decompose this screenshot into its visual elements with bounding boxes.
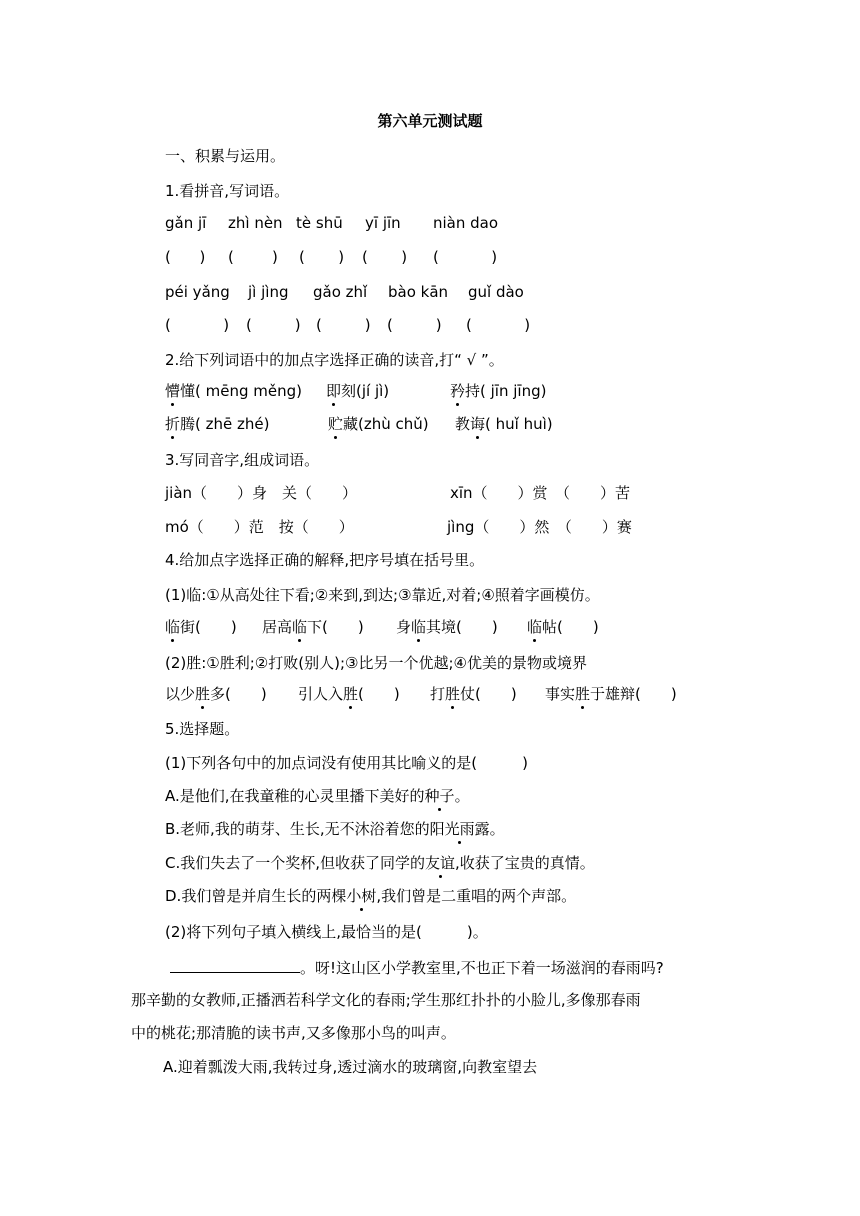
dotted-char: 临: [165, 618, 181, 636]
answer-bracket[interactable]: ( ): [466, 316, 531, 334]
pinyin-item: zhì nèn: [228, 214, 283, 232]
pinyin-item: gǎn jī: [165, 214, 207, 232]
dotted-char: 胜: [445, 685, 461, 703]
q4-part1-definitions: (1)临:①从高处往下看;②来到,到达;③靠近,对着;④照着字画模仿。: [165, 586, 600, 604]
q3-item: jìng（ ）然 （ ）赛: [447, 518, 632, 536]
option-b: B.老师,我的萌芽、生长,无不沐浴着您的阳光雨露。: [165, 820, 505, 838]
q4-item: 居高临下( ): [262, 618, 364, 636]
q3-item: mó（ ）范 按（ ）: [165, 518, 354, 536]
pinyin-item: jì jìng: [248, 283, 289, 301]
answer-bracket[interactable]: ( ): [362, 248, 408, 266]
q2-item: 贮藏(zhù chǔ): [328, 415, 429, 433]
pinyin-item: péi yǎng: [165, 283, 230, 301]
q4-item: 临街( ): [165, 618, 237, 636]
fill-blank[interactable]: [170, 956, 300, 973]
dotted-char: 临: [292, 618, 308, 636]
option-a-sub2: A.迎着瓢泼大雨,我转过身,透过滴水的玻璃窗,向教室望去: [163, 1058, 538, 1076]
q2-item: 矜持( jīn jīng): [450, 382, 547, 400]
passage-line-1: 。呀!这山区小学教室里,不也正下着一场滋润的春雨吗?: [170, 956, 664, 979]
dotted-char: 胜: [575, 685, 591, 703]
answer-bracket[interactable]: ( ): [433, 248, 498, 266]
q4-item: 打胜仗( ): [430, 685, 517, 703]
q2-item: 教诲( huǐ huì): [455, 415, 553, 433]
answer-bracket[interactable]: ( ): [246, 316, 301, 334]
dotted-word: 种子: [424, 787, 455, 805]
answer-bracket[interactable]: ( ): [316, 316, 371, 334]
passage-line-3: 中的桃花;那清脆的读书声,又多像那小鸟的叫声。: [131, 1024, 456, 1042]
option-d: D.我们曾是并肩生长的两棵小树,我们曾是二重唱的两个声部。: [165, 887, 577, 905]
pinyin-item: guǐ dào: [468, 283, 524, 301]
q2-item: 折腾( zhē zhé): [165, 415, 270, 433]
dotted-char: 矜: [450, 382, 466, 400]
q5-sub-2: (2)将下列句子填入横线上,最恰当的是( )。: [165, 923, 488, 941]
answer-bracket[interactable]: ( ): [387, 316, 442, 334]
q2-item: 即刻(jí jì): [326, 382, 390, 400]
q5-sub-1: (1)下列各句中的加点词没有使用其比喻义的是( ): [165, 754, 528, 772]
dotted-char: 临: [527, 618, 543, 636]
dotted-word: 小树: [346, 887, 377, 905]
pinyin-item: yī jīn: [365, 214, 401, 232]
q4-item: 临帖( ): [527, 618, 599, 636]
pinyin-item: niàn dao: [433, 214, 499, 232]
option-a: A.是他们,在我童稚的心灵里播下美好的种子。: [165, 787, 470, 805]
q2-item: 懵懂( mēng měng): [165, 382, 302, 400]
pinyin-item: tè shū: [296, 214, 343, 232]
dotted-word: 友谊: [425, 854, 456, 872]
q4-item: 以少胜多( ): [165, 685, 267, 703]
q4-item: 身临其境( ): [396, 618, 498, 636]
dotted-char: 懵: [165, 382, 181, 400]
dotted-char: 胜: [343, 685, 359, 703]
dotted-word: 阳光雨露: [429, 820, 490, 838]
q4-item: 事实胜于雄辩( ): [545, 685, 677, 703]
answer-bracket[interactable]: ( ): [165, 316, 230, 334]
q3-item: jiàn（ ）身 关（ ）: [165, 484, 358, 502]
question-5-title: 5.选择题。: [165, 720, 240, 738]
question-2-title: 2.给下列词语中的加点字选择正确的读音,打“ √ ”。: [165, 351, 504, 369]
section-heading: 一、积累与运用。: [165, 147, 286, 165]
dotted-char: 诲: [470, 415, 486, 433]
pinyin-item: gǎo zhǐ: [313, 283, 368, 301]
dotted-char: 即: [326, 382, 342, 400]
page-title: 第六单元测试题: [377, 112, 483, 130]
question-3-title: 3.写同音字,组成词语。: [165, 451, 320, 469]
option-c: C.我们失去了一个奖杯,但收获了同学的友谊,收获了宝贵的真情。: [165, 854, 595, 872]
answer-bracket[interactable]: ( ): [299, 248, 345, 266]
answer-bracket[interactable]: ( ): [165, 248, 206, 266]
q4-item: 引人入胜( ): [298, 685, 400, 703]
question-1-title: 1.看拼音,写词语。: [165, 182, 290, 200]
passage-line-2: 那辛勤的女教师,正播洒若科学文化的春雨;学生那红扑扑的小脸儿,多像那春雨: [131, 991, 641, 1009]
q3-item: xīn（ ）赏 （ ）苦: [450, 484, 631, 502]
dotted-char: 临: [411, 618, 427, 636]
question-4-title: 4.给加点字选择正确的解释,把序号填在括号里。: [165, 551, 485, 569]
pinyin-item: bào kān: [388, 283, 449, 301]
answer-bracket[interactable]: ( ): [228, 248, 278, 266]
dotted-char: 胜: [195, 685, 211, 703]
dotted-char: 折: [165, 415, 181, 433]
dotted-char: 贮: [328, 415, 344, 433]
q4-part2-definitions: (2)胜:①胜利;②打败(别人);③比另一个优越;④优美的景物或境界: [165, 654, 587, 672]
